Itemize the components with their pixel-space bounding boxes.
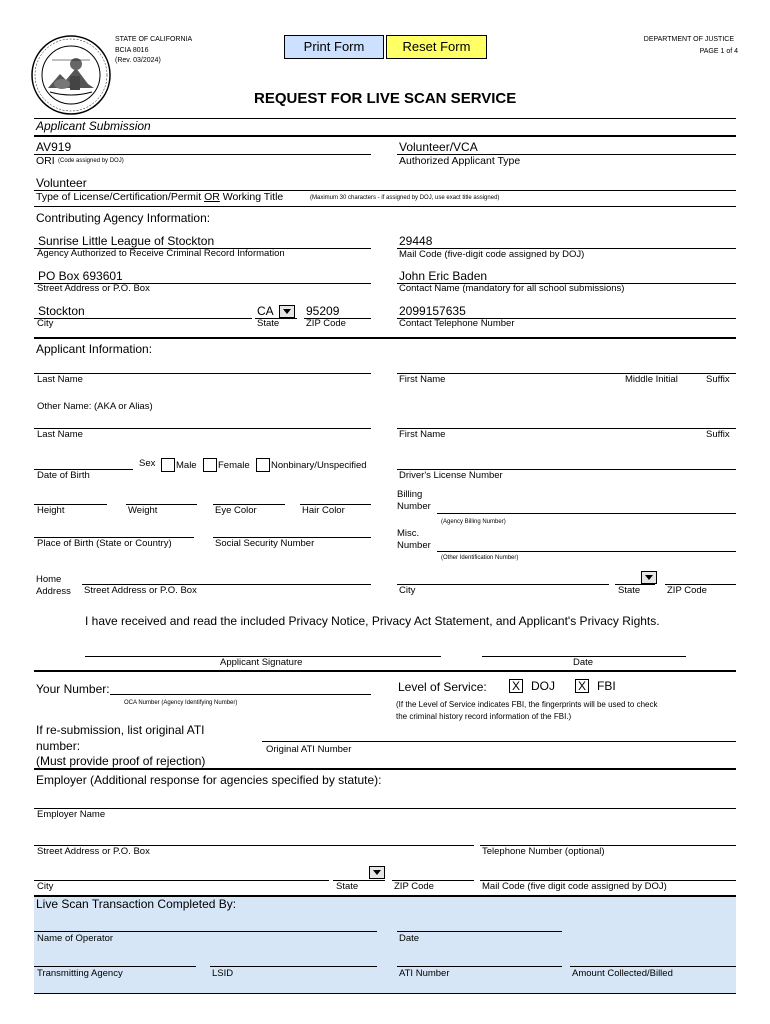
- home-state-label: State: [618, 585, 641, 596]
- home-address-label-a: Home: [36, 574, 62, 585]
- doj-label: DOJ: [531, 679, 555, 693]
- male-checkbox[interactable]: [161, 458, 175, 472]
- misc-label-a: Misc.: [397, 528, 420, 539]
- print-form-button[interactable]: Print Form: [284, 35, 384, 59]
- operator-name-label: Name of Operator: [37, 933, 114, 944]
- contact-name-value[interactable]: John Eric Baden: [399, 269, 488, 283]
- other-name-label: Other Name: (AKA or Alias): [37, 401, 153, 412]
- state-label: State: [257, 318, 280, 329]
- phone-value[interactable]: 2099157635: [399, 304, 466, 318]
- drivers-license-label: Driver's License Number: [399, 470, 503, 481]
- lsid-label: LSID: [212, 968, 234, 979]
- billing-label-a: Billing: [397, 489, 423, 500]
- street-label: Street Address or P.O. Box: [37, 283, 150, 294]
- home-zip-label: ZIP Code: [667, 585, 707, 596]
- dob-label: Date of Birth: [37, 470, 90, 481]
- applicant-signature-label: Applicant Signature: [220, 657, 303, 668]
- level-of-service-label: Level of Service:: [398, 680, 487, 694]
- ori-note: (Code assigned by DOJ): [58, 158, 124, 164]
- male-label: Male: [176, 460, 197, 471]
- phone-label: Contact Telephone Number: [399, 318, 515, 329]
- height-label: Height: [37, 505, 65, 516]
- live-scan-heading: Live Scan Transaction Completed By:: [36, 897, 237, 911]
- original-ati-label: Original ATI Number: [266, 744, 352, 755]
- misc-note: (Other Identification Number): [441, 555, 519, 561]
- street-value[interactable]: PO Box 693601: [38, 269, 123, 283]
- middle-initial-label: Middle Initial: [625, 374, 678, 385]
- home-state-dropdown[interactable]: [641, 571, 657, 584]
- ssn-label: Social Security Number: [215, 538, 315, 549]
- place-of-birth-label: Place of Birth (State or Country): [37, 538, 172, 549]
- applicant-type-value[interactable]: Volunteer/VCA: [399, 140, 478, 154]
- eye-color-label: Eye Color: [215, 505, 257, 516]
- contact-name-label: Contact Name (mandatory for all school submissions): [399, 283, 625, 294]
- amount-collected-label: Amount Collected/Billed: [572, 968, 673, 979]
- billing-label-b: Number: [397, 501, 431, 512]
- mail-code-value[interactable]: 29448: [399, 234, 433, 248]
- hair-color-label: Hair Color: [302, 505, 345, 516]
- mail-code-label: Mail Code (five-digit code assigned by DOJ): [399, 249, 585, 260]
- applicant-type-label: Authorized Applicant Type: [399, 155, 521, 167]
- aka-last-name-label: Last Name: [37, 429, 83, 440]
- form-number: BCIA 8016: [115, 47, 149, 54]
- last-name-label: Last Name: [37, 374, 83, 385]
- working-title-value[interactable]: Volunteer: [36, 176, 87, 190]
- state-name: STATE OF CALIFORNIA: [115, 36, 193, 43]
- aka-first-name-label: First Name: [399, 429, 446, 440]
- agency-name-value[interactable]: Sunrise Little League of Stockton: [38, 234, 215, 248]
- privacy-statement: I have received and read the included Privacy Notice, Privacy Act Statement, and Applicant's Privacy Rights.: [85, 614, 660, 628]
- employer-state-label: State: [336, 881, 359, 892]
- sex-label: Sex: [139, 458, 156, 469]
- home-address-label-b: Address: [36, 586, 71, 597]
- employer-state-dropdown[interactable]: [369, 866, 385, 879]
- ati-number-label: ATI Number: [399, 968, 450, 979]
- department-name: DEPARTMENT OF JUSTICE: [643, 36, 734, 43]
- employer-mail-code-label: Mail Code (five digit code assigned by DOJ): [482, 881, 667, 892]
- city-value[interactable]: Stockton: [38, 304, 85, 318]
- employer-street-label: Street Address or P.O. Box: [37, 846, 150, 857]
- city-label: City: [37, 318, 54, 329]
- zip-label: ZIP Code: [306, 318, 346, 329]
- nonbinary-label: Nonbinary/Unspecified: [271, 460, 367, 471]
- misc-label-b: Number: [397, 540, 431, 551]
- state-seal: [30, 34, 112, 116]
- billing-note: (Agency Billing Number): [441, 519, 506, 525]
- employer-city-label: City: [37, 881, 54, 892]
- female-label: Female: [218, 460, 250, 471]
- state-dropdown[interactable]: [279, 305, 295, 318]
- agency-name-label: Agency Authorized to Receive Criminal Record Information: [37, 248, 285, 259]
- aka-suffix-label: Suffix: [706, 429, 730, 440]
- fbi-checkbox[interactable]: X: [575, 679, 589, 693]
- zip-value[interactable]: 95209: [306, 304, 340, 318]
- agency-heading: Contributing Agency Information:: [36, 211, 211, 225]
- resubmission-line3: (Must provide proof of rejection): [36, 754, 206, 768]
- suffix-label: Suffix: [706, 374, 730, 385]
- live-scan-date-label: Date: [399, 933, 420, 944]
- employer-name-label: Employer Name: [37, 809, 106, 820]
- reset-form-button[interactable]: Reset Form: [386, 35, 487, 59]
- fbi-note-line1: (If the Level of Service indicates FBI, the fingerprints will be used to check: [396, 700, 658, 709]
- weight-label: Weight: [128, 505, 158, 516]
- first-name-label: First Name: [399, 374, 446, 385]
- applicant-heading: Applicant Information:: [36, 342, 153, 356]
- applicant-submission-heading: Applicant Submission: [36, 119, 151, 133]
- home-city-label: City: [399, 585, 416, 596]
- oca-number-note: OCA Number (Agency Identifying Number): [124, 700, 238, 706]
- working-title-note: (Maximum 30 characters - if assigned by DOJ, use exact title assigned): [310, 195, 500, 201]
- ori-value[interactable]: AV919: [36, 140, 72, 154]
- working-title-label: Type of License/Certification/Permit OR Working Title: [36, 191, 284, 203]
- your-number-label: Your Number:: [36, 682, 110, 696]
- home-street-label: Street Address or P.O. Box: [84, 585, 197, 596]
- form-revision: (Rev. 03/2024): [115, 57, 161, 64]
- resubmission-line1: If re-submission, list original ATI: [36, 723, 205, 737]
- page-number: PAGE 1 of 4: [699, 48, 738, 55]
- resubmission-line2: number:: [36, 739, 81, 753]
- fbi-note-line2: the criminal history record information of the FBI.): [396, 712, 572, 721]
- employer-phone-label: Telephone Number (optional): [482, 846, 605, 857]
- transmitting-agency-label: Transmitting Agency: [37, 968, 123, 979]
- employer-zip-label: ZIP Code: [394, 881, 434, 892]
- signature-date-label: Date: [573, 657, 594, 668]
- ori-label: ORI: [36, 155, 55, 167]
- doj-checkbox[interactable]: X: [509, 679, 523, 693]
- employer-heading: Employer (Additional response for agencies specified by statute):: [36, 773, 382, 787]
- nonbinary-checkbox[interactable]: [256, 458, 270, 472]
- state-value[interactable]: CA: [257, 304, 274, 318]
- fbi-label: FBI: [597, 679, 616, 693]
- female-checkbox[interactable]: [203, 458, 217, 472]
- form-title: REQUEST FOR LIVE SCAN SERVICE: [254, 90, 517, 107]
